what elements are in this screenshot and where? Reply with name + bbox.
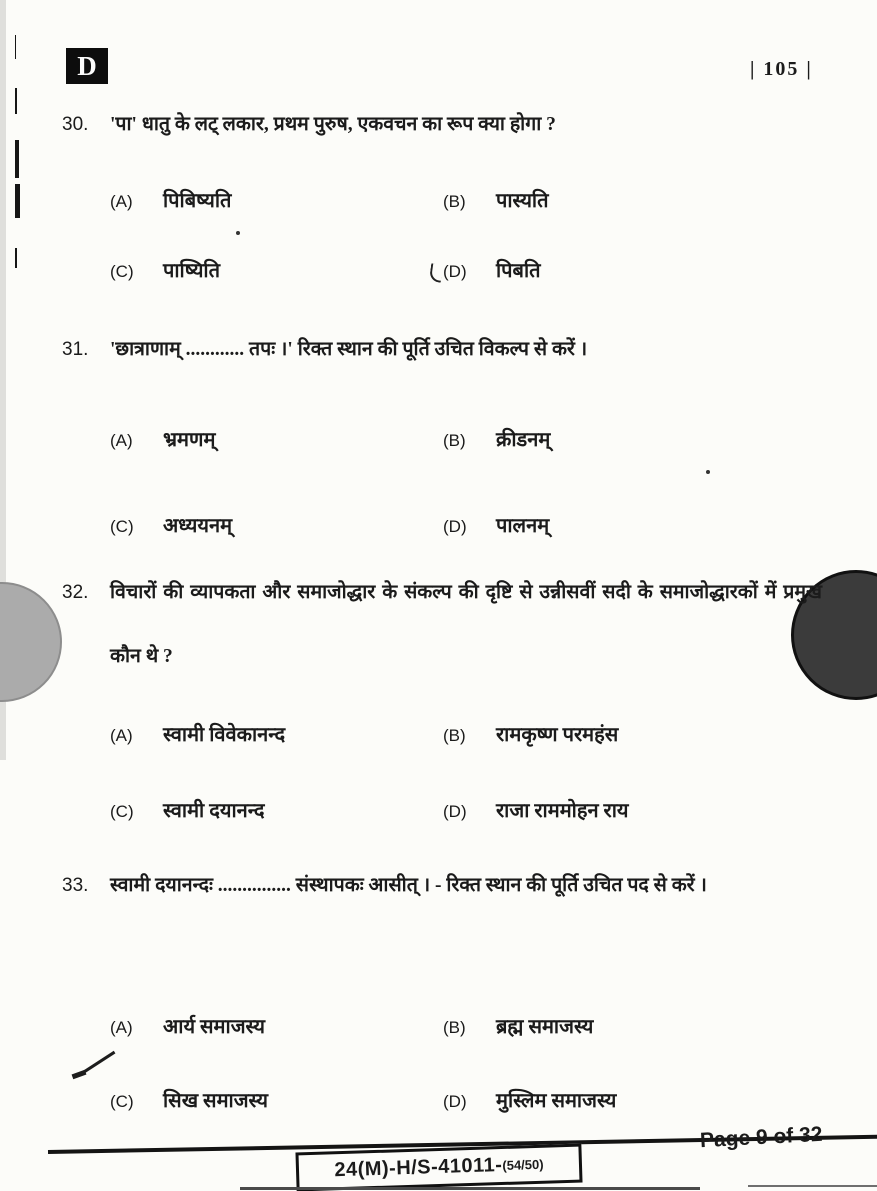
option-b-text: ब्रह्म समाजस्य	[496, 1016, 594, 1038]
option-a-label: (A)	[110, 192, 133, 211]
left-edge-dash-mark	[15, 248, 17, 268]
bottom-scan-smudge	[748, 1185, 877, 1187]
question-30-number: 30.	[62, 114, 89, 135]
set-label-badge	[66, 48, 108, 84]
option-d-text: राजा राममोहन राय	[496, 800, 629, 822]
option-b-text: क्रीडनम्	[496, 429, 551, 451]
option-a-label: (A)	[110, 726, 133, 745]
option-d-label: (D)	[443, 517, 467, 536]
question-32-option-d	[443, 796, 629, 823]
option-b-text: पास्यति	[496, 190, 549, 212]
question-32	[62, 561, 822, 689]
option-d-text: पालनम्	[496, 515, 550, 537]
option-b-label: (B)	[443, 192, 466, 211]
option-c-label: (C)	[110, 517, 134, 536]
stray-pen-tick	[72, 1070, 87, 1079]
question-32-text: विचारों की व्यापकता और समाजोद्धार के संकल्प की दृष्टि से उन्नीसवीं सदी के समाजोद्धारकों में प्रमुख कौन थे ?	[110, 582, 822, 667]
hole-punch-left	[0, 582, 62, 702]
question-31-text: 'छात्राणाम् ............ तपः ।' रिक्त स्थान की पूर्ति उचित विकल्प से करें ।	[110, 339, 588, 360]
left-edge-dash-mark	[15, 88, 17, 114]
option-c-text: स्वामी दयानन्द	[163, 800, 265, 822]
option-b-label: (B)	[443, 726, 466, 745]
option-b-label: (B)	[443, 1018, 466, 1037]
question-31-options-row-1	[110, 425, 850, 452]
option-a-text: स्वामी विवेकानन्द	[163, 724, 286, 746]
question-33-number: 33.	[62, 875, 89, 896]
footer-page-indicator: Page 9 of 32	[699, 1122, 824, 1153]
question-32-number: 32.	[62, 582, 89, 603]
question-31-options-row-2	[110, 511, 850, 538]
option-d-label: (D)	[443, 1092, 467, 1111]
paper-code-box	[295, 1144, 582, 1191]
question-32-option-a	[110, 720, 443, 747]
question-30	[62, 93, 822, 157]
question-31-number: 31.	[62, 339, 89, 360]
question-32-option-c	[110, 796, 443, 823]
option-d-text: मुस्लिम समाजस्य	[496, 1090, 617, 1112]
question-32-options-row-2	[110, 796, 850, 823]
question-31-option-a	[110, 425, 443, 452]
question-33-option-c	[110, 1086, 443, 1113]
bottom-scan-smudge	[240, 1187, 700, 1190]
paper-code-suffix: (54/50)	[502, 1156, 544, 1174]
question-33-options-row-1	[110, 1012, 850, 1039]
option-a-label: (A)	[110, 431, 133, 450]
option-c-text: सिख समाजस्य	[163, 1090, 268, 1112]
left-edge-dash-mark	[15, 35, 16, 59]
question-31-option-b	[443, 425, 550, 452]
question-31-option-c	[110, 511, 443, 538]
question-33-option-a	[110, 1012, 443, 1039]
header-page-number: | 105 |	[750, 58, 813, 80]
option-d-text: पिबति	[496, 260, 541, 282]
option-a-label: (A)	[110, 1018, 133, 1037]
set-label: D	[77, 50, 97, 81]
question-32-options-row-1	[110, 720, 850, 747]
question-33	[62, 854, 822, 918]
option-d-label: (D)	[443, 802, 467, 821]
option-a-text: पिबिष्यति	[163, 190, 232, 212]
option-c-text: पाष्यिति	[163, 260, 220, 282]
question-31-option-d	[443, 511, 549, 538]
question-30-option-b	[443, 186, 549, 213]
option-c-label: (C)	[110, 1092, 134, 1111]
question-30-option-d	[443, 256, 541, 283]
option-b-label: (B)	[443, 431, 466, 450]
left-edge-dash-mark	[15, 140, 19, 178]
paper-code: 24(M)-H/S-41011-	[334, 1154, 503, 1182]
question-33-option-d	[443, 1086, 616, 1113]
ink-speck	[236, 231, 240, 235]
question-30-options-row-1	[110, 186, 850, 213]
option-c-label: (C)	[110, 262, 134, 281]
question-30-text: 'पा' धातु के लट् लकार, प्रथम पुरुष, एकवचन का रूप क्या होगा ?	[110, 114, 556, 135]
option-c-text: अध्ययनम्	[163, 515, 233, 537]
question-30-options-row-2	[110, 256, 850, 283]
question-33-option-b	[443, 1012, 593, 1039]
option-a-text: भ्रमणम्	[163, 429, 216, 451]
question-30-option-a	[110, 186, 443, 213]
question-32-option-b	[443, 720, 618, 747]
option-d-label: (D)	[443, 262, 467, 281]
question-33-text: स्वामी दयानन्दः ............... संस्थापकः आसीत् । - रिक्त स्थान की पूर्ति उचित पद से करें ।	[110, 875, 707, 896]
question-33-options-row-2	[110, 1086, 850, 1113]
left-edge-dash-mark	[15, 184, 20, 218]
question-31	[62, 318, 822, 382]
option-b-text: रामकृष्ण परमहंस	[496, 724, 619, 746]
option-a-text: आर्य समाजस्य	[163, 1016, 265, 1038]
ink-speck	[706, 470, 710, 474]
question-30-option-c	[110, 256, 443, 283]
option-c-label: (C)	[110, 802, 134, 821]
